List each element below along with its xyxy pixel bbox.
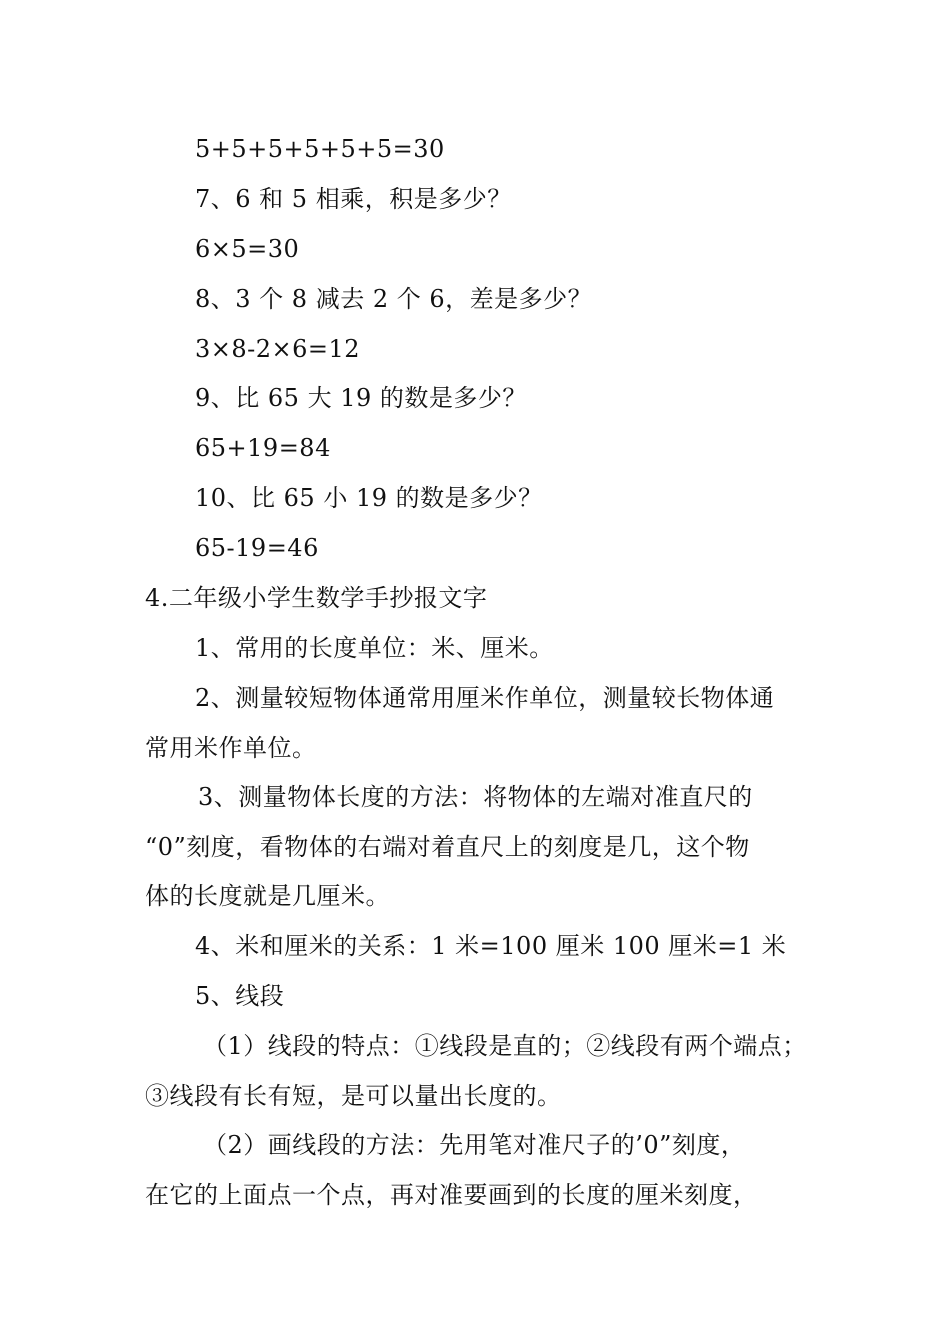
text-line: “0”刻度，看物体的右端对着直尺上的刻度是几，这个物 xyxy=(145,833,750,861)
text-line: 9、比 65 大 19 的数是多少？ xyxy=(195,384,527,412)
text-line: 体的长度就是几厘米。 xyxy=(145,882,390,910)
text-line: 10、比 65 小 19 的数是多少？ xyxy=(195,484,543,512)
text-line: 常用米作单位。 xyxy=(145,734,317,762)
text-line: 3、测量物体长度的方法：将物体的左端对准直尺的 xyxy=(198,783,753,811)
text-line: 在它的上面点一个点，再对准要画到的长度的厘米刻度， xyxy=(145,1181,758,1209)
section-heading: 4.二年级小学生数学手抄报文字 xyxy=(145,584,488,612)
text-line: （2）画线段的方法：先用笔对准尺子的’0”刻度， xyxy=(203,1131,746,1159)
text-line: 2、测量较短物体通常用厘米作单位，测量较长物体通 xyxy=(195,684,775,712)
text-line: 4、米和厘米的关系：1 米=100 厘米 100 厘米=1 米 xyxy=(195,932,787,960)
text-line: 5、线段 xyxy=(195,982,285,1010)
text-line: 5+5+5+5+5+5=30 xyxy=(195,135,445,163)
text-line: 8、3 个 8 减去 2 个 6，差是多少？ xyxy=(195,285,593,313)
text-line: 7、6 和 5 相乘，积是多少？ xyxy=(195,185,512,213)
text-line: 1、常用的长度单位：米、厘米。 xyxy=(195,634,554,662)
text-line: （1）线段的特点：①线段是直的；②线段有两个端点； xyxy=(203,1032,807,1060)
text-line: 6×5=30 xyxy=(195,235,300,263)
text-line: 65+19=84 xyxy=(195,434,331,462)
text-line: 3×8-2×6=12 xyxy=(195,335,361,363)
text-line: ③线段有长有短，是可以量出长度的。 xyxy=(145,1082,562,1110)
text-line: 65-19=46 xyxy=(195,534,319,562)
